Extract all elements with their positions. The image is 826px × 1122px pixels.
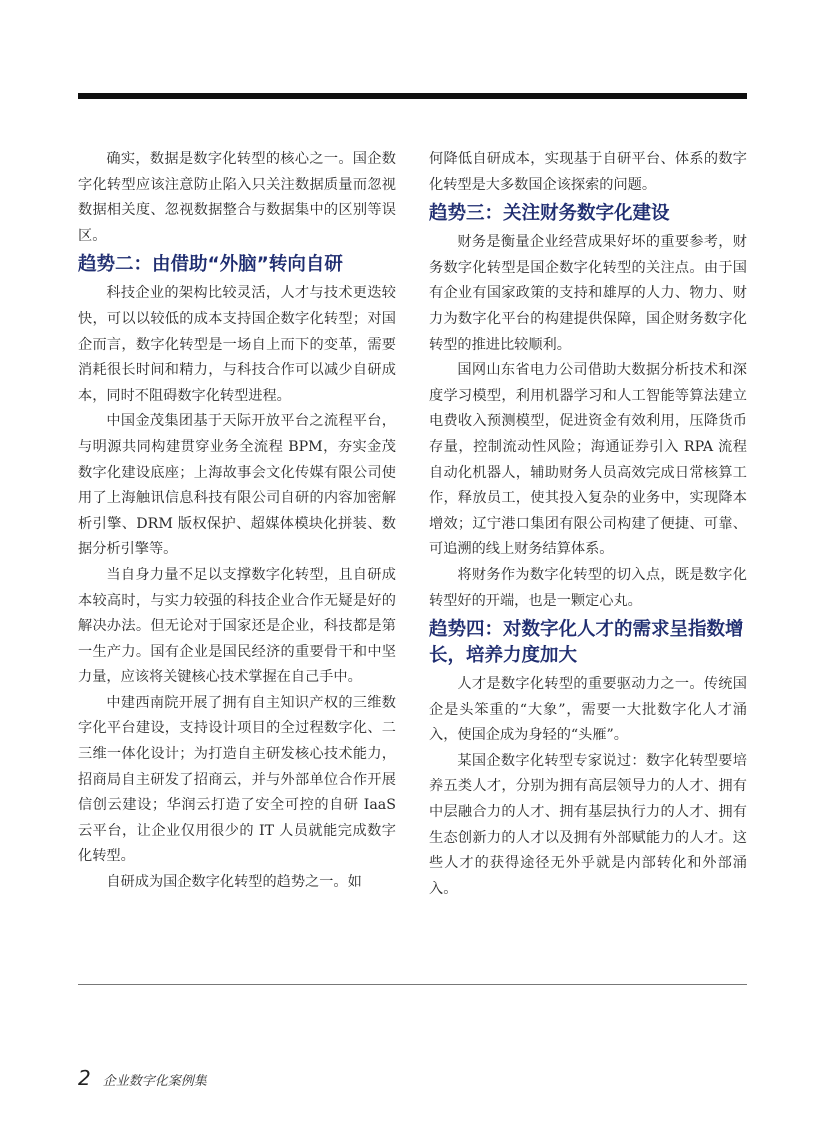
publication-title: 企业数字化案例集 [102, 1074, 207, 1089]
section-heading-trend-3: 趋势三：关注财务数字化建设 [429, 203, 670, 225]
page-number: 2 [78, 1066, 91, 1090]
paragraph: 将财务作为数字化转型的切入点，既是数字化转型好的开端，也是一颗定心丸。 [429, 566, 747, 609]
section-heading-trend-4: 趋势四：对数字化人才的需求呈指数增长，培养力度加大 [429, 619, 744, 667]
paragraph: 财务是衡量企业经营成果好坏的重要参考，财务数字化转型是国企数字化转型的关注点。由于国有企业有国家政策的支持和雄厚的人力、物力、财力为数字化平台的构建提供保障，国企财务数字化转型的推进比较顺利。 [429, 234, 747, 353]
page-footer [78, 1066, 207, 1090]
paragraph: 中建西南院开展了拥有自主知识产权的三维数字化平台建设，支持设计项目的全过程数字化、二三维一体化设计；为打造自主研发核心技术能力，招商局自主研发了招商云，并与外部单位合作开展信创云建设；华润云打造了安全可控的自研 IaaS 云平台，让企业仅用很少的 IT 人员就能完成数字化转型。 [78, 694, 396, 865]
paragraph: 某国企数字化转型专家说过：数字化转型要培养五类人才，分别为拥有高层领导力的人才、拥有中层融合力的人才、拥有基层执行力的人才、拥有生态创新力的人才以及拥有外部赋能力的人才。这些人才的获得途径无外乎就是内部转化和外部涌入。 [429, 752, 747, 897]
paragraph-continued: 何降低自研成本，实现基于自研平台、体系的数字化转型是大多数国企该探索的问题。 [429, 151, 747, 193]
paragraph: 国网山东省电力公司借助大数据分析技术和深度学习模型，利用机器学习和人工智能等算法建立电费收入预测模型，促进资金有效利用，压降货币存量，控制流动性风险；海通证券引入 RPA 流程自动化机器人，辅助财务人员高效完成日常核算工作，释放员工，使其投入复杂的业务中，实现降本增效；辽宁港口集团有限公司构建了便捷、可靠、可追溯的线上财务结算体系。 [429, 362, 747, 558]
top-rule [78, 93, 747, 99]
paragraph: 中国金茂集团基于天际开放平台之流程平台，与明源共同构建贯穿业务全流程 BPM，夯实金茂数字化建设底座；上海故事会文化传媒有限公司使用了上海触讯信息科技有限公司自研的内容加密解析引擎、DRM 版权保护、超媒体模块化拼装、数据分析引擎等。 [78, 413, 396, 558]
bottom-rule [78, 984, 747, 985]
left-column [78, 147, 396, 896]
paragraph: 人才是数字化转型的重要驱动力之一。传统国企是头笨重的“大象”，需要一大批数字化人才涌入，使国企成为身轻的“头雁”。 [429, 676, 747, 744]
paragraph: 确实，数据是数字化转型的核心之一。国企数字化转型应该注意防止陷入只关注数据质量而忽视数据相关度、忽视数据整合与数据集中的区别等误区。 [78, 151, 396, 244]
paragraph: 科技企业的架构比较灵活，人才与技术更迭较快，可以以较低的成本支持国企数字化转型；对国企而言，数字化转型是一场自上而下的变革，需要消耗很长时间和精力，与科技合作可以减少自研成本，同时不阻碍数字化转型进程。 [78, 285, 396, 404]
paragraph: 自研成为国企数字化转型的趋势之一。如 [106, 874, 362, 891]
section-heading-trend-2: 趋势二：由借助“外脑”转向自研 [78, 254, 343, 276]
right-column [429, 147, 747, 902]
paragraph: 当自身力量不足以支撑数字化转型，且自研成本较高时，与实力较强的科技企业合作无疑是好的解决办法。但无论对于国家还是企业，科技都是第一生产力。国有企业是国民经济的重要骨干和中坚力量，应该将关键核心技术掌握在自己手中。 [78, 566, 396, 686]
